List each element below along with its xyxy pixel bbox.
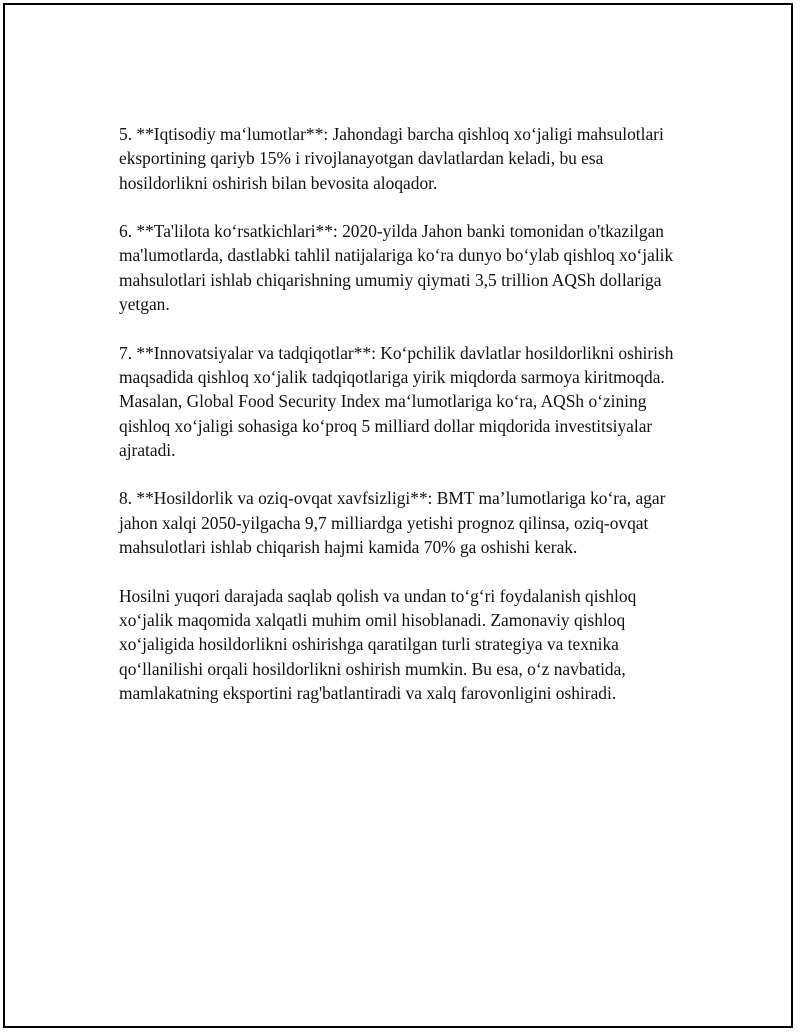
paragraph-food-security: 8. **Hosildorlik va oziq-ovqat xavfsizligi**: BMT ma’lumotlariga ko‘ra, agar jahon xalqi 2050-yilgacha 9,7 milliardga yetishi prognoz qilinsa, oziq-ovqat mahsulotlari ishlab chiqarish hajmi kamida 70% ga oshishi kerak. — [119, 488, 666, 558]
paragraph-innovations: 7. **Innovatsiyalar va tadqiqotlar**: Ko‘pchilik davlatlar hosildorlikni oshirish maqsadida qishloq xo‘jalik tadqiqotlariga yirik miqdorda sarmoya kiritmoqda. Masalan, Global Food Security Index ma‘lumotlariga ko‘ra, AQSh o‘zining qishloq xo‘jaligi sohasiga ko‘proq 5 milliard dollar miqdorida investitsiyalar ajratadi. — [119, 342, 674, 460]
document-page — [3, 3, 793, 1028]
paragraph-conclusion: Hosilni yuqori darajada saqlab qolish va undan to‘g‘ri foydalanish qishloq xo‘jalik maqomida xalqatli muhim omil hisoblanadi. Zamonaviy qishloq xo‘jaligida hosildorlikni oshirishga qaratilgan turli strategiya va texnika qo‘llanilishi orqali hosildorlikni oshirish mumkin. Bu esa, o‘z navbatida, mamlakatning eksportini rag'batlantiradi va xalq farovonligini oshiradi. — [119, 585, 637, 703]
paragraph-indicators: 6. **Ta'lilota ko‘rsatkichlari**: 2020-yilda Jahon banki tomonidan o'tkazilgan ma'lumotlarda, dastlabki tahlil natijalariga ko‘ra dunyo bo‘ylab qishloq xo‘jalik mahsulotlari ishlab chiqarishning umumiy qiymati 3,5 trillion AQSh dollariga yetgan. — [119, 221, 674, 315]
document-body — [119, 122, 689, 729]
paragraph-economic-data: 5. **Iqtisodiy ma‘lumotlar**: Jahondagi barcha qishloq xo‘jaligi mahsulotlari eksportining qariyb 15% i rivojlanayotgan davlatlardan keladi, bu esa hosildorlikni oshirish bilan bevosita aloqador. — [119, 124, 664, 193]
